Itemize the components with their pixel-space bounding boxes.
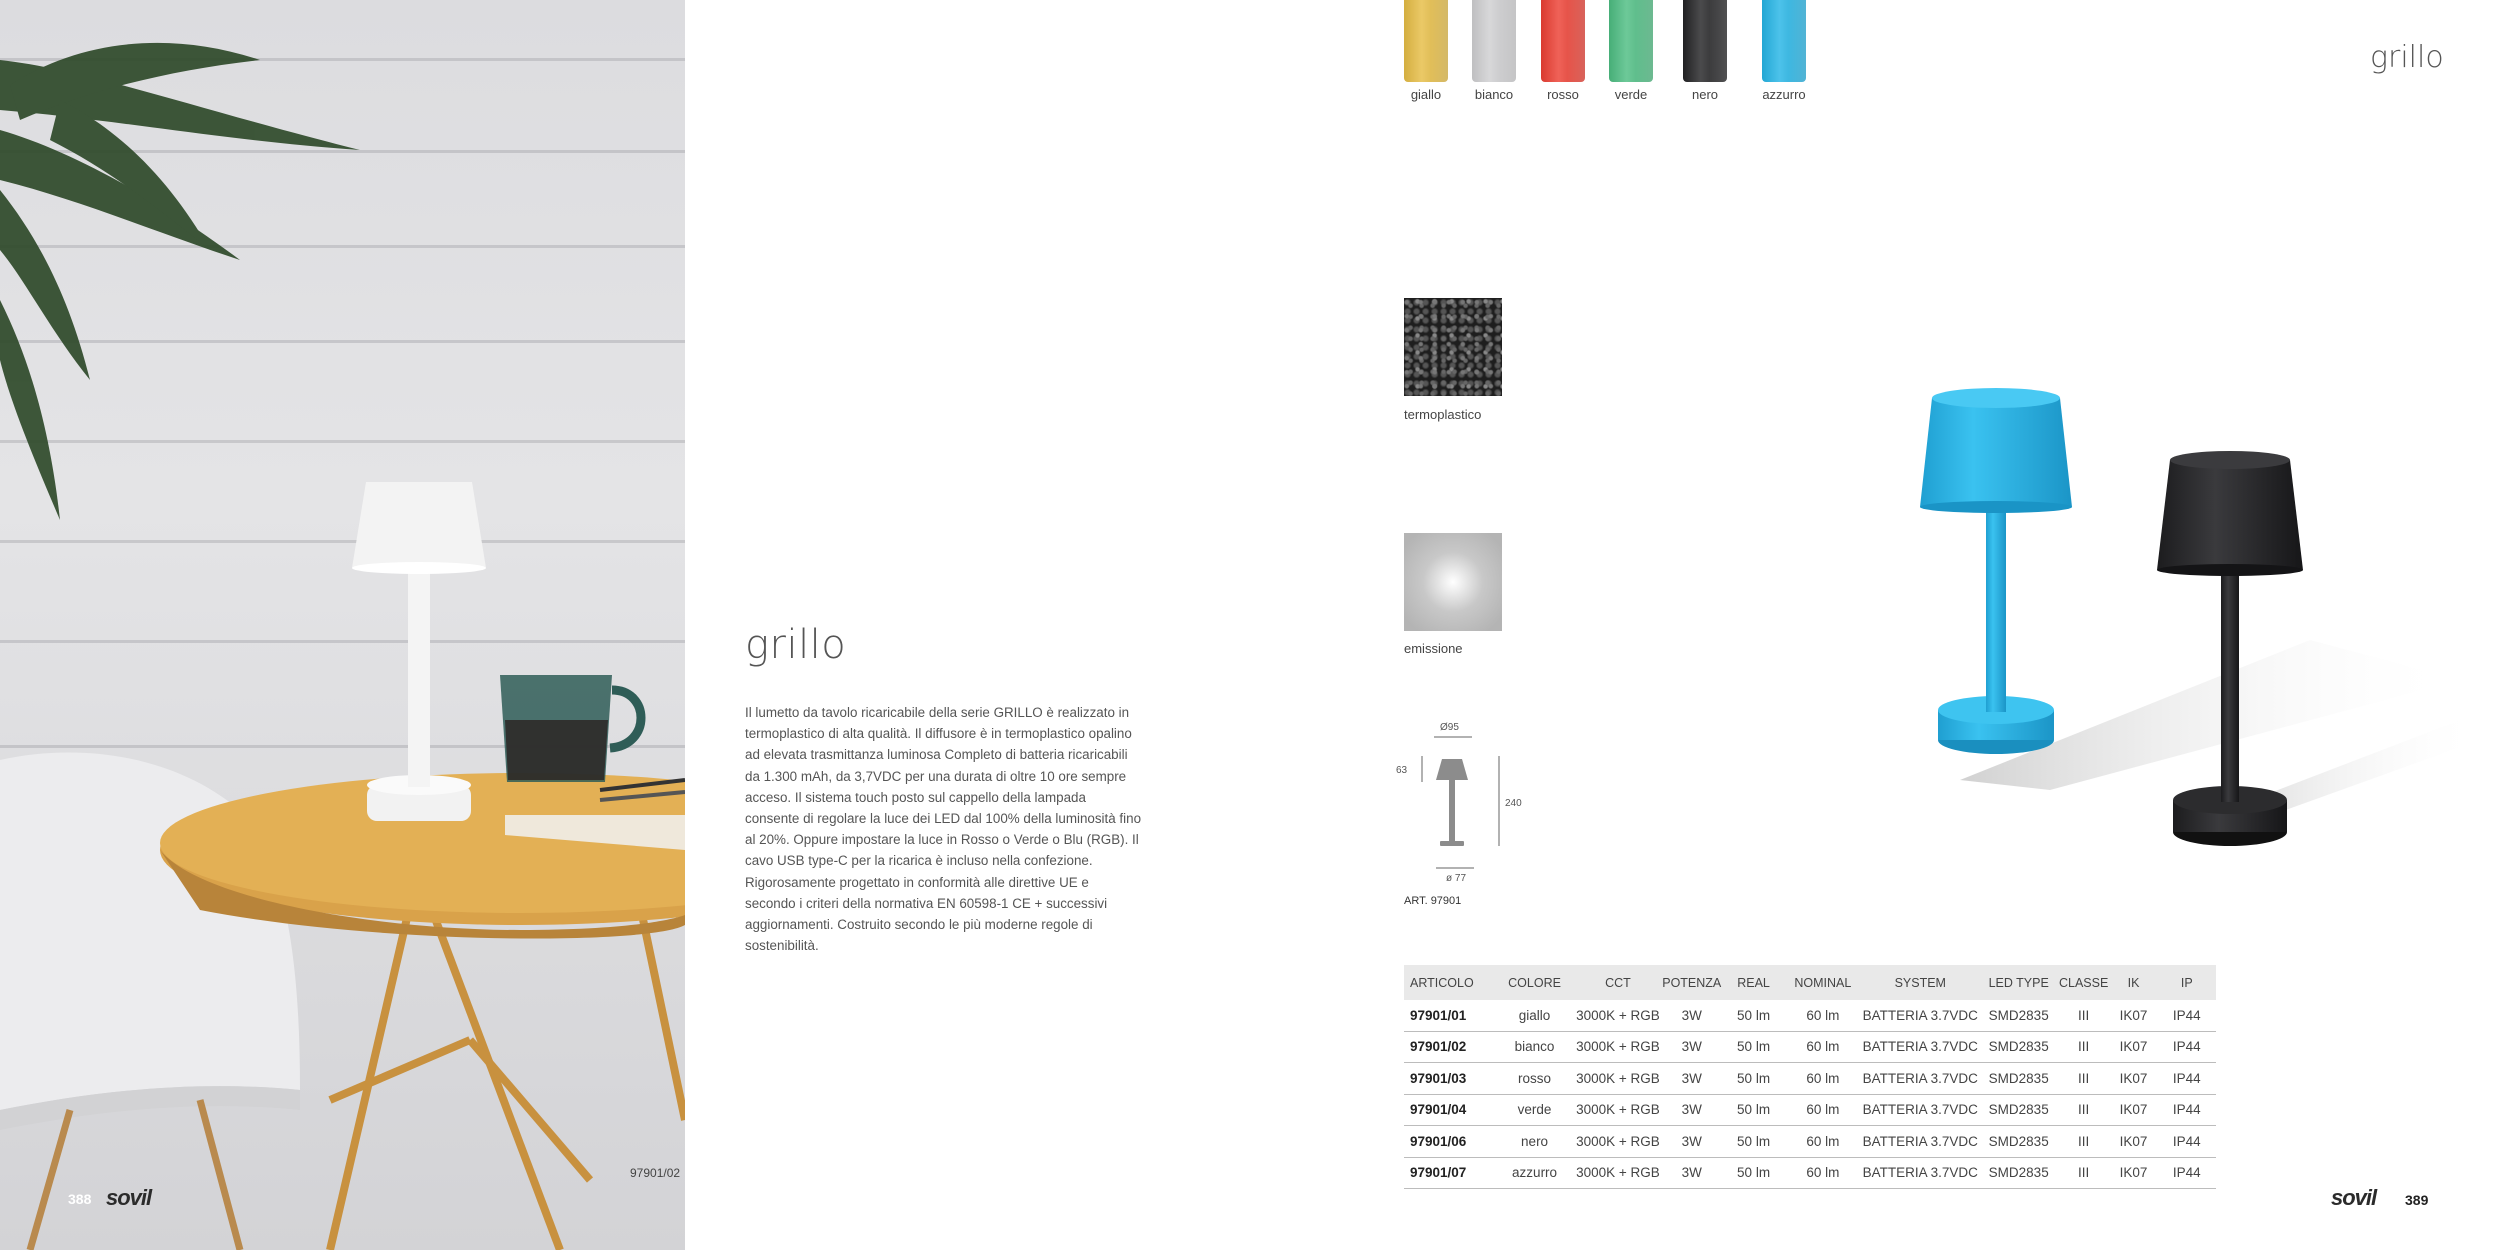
product-description: Il lumetto da tavolo ricaricabile della serie GRILLO è realizzato in termoplastico di alta qualità. Il diffusore è in termoplastico opalino ad elevata trasmittanza luminosa Completo di batteria ricaricabili da 1.300 mAh, da 3,7VDC per una durata di oltre 10 ore sempre acceso. Il sistema touch posto sul cappello della lampada consente di regolare la luce dei LED dal 100% della luminosità fino al 20%. Oppure impostare la luce in Rosso o Verde o Blu (RGB). Il cavo USB type-C per la ricarica è incluso nella confezione. Rigorosamente progettato in conformità alle direttive UE e secondo i criteri della normativa EN 60598-1 CE + successivi aggiornamenti. Costruito secondo le più moderne regole di sostenibilità. (745, 705, 1142, 954)
table-cell: BATTERIA 3.7VDC (1861, 1126, 1980, 1158)
table-cell: IK07 (2109, 1000, 2157, 1031)
table-cell: SMD2835 (1980, 1000, 2058, 1031)
table-cell: IP44 (2158, 1000, 2216, 1031)
table-header-cell: ARTICOLO (1404, 965, 1494, 1000)
table-cell: 60 lm (1785, 1063, 1861, 1095)
dimension-drawing (1396, 715, 1536, 915)
table-cell: III (2058, 1126, 2110, 1158)
table-cell: 97901/07 (1404, 1157, 1494, 1189)
table-header-cell: SYSTEM (1861, 965, 1980, 1000)
table-row (1404, 1000, 2216, 1031)
swatch-verde (1609, 0, 1653, 82)
table-cell: 50 lm (1722, 1126, 1784, 1158)
swatch-label: giallo (1410, 87, 1442, 102)
table-row (1404, 1063, 2216, 1095)
table-cell: rosso (1494, 1063, 1574, 1095)
table-cell: IK07 (2109, 1094, 2157, 1126)
table-cell: bianco (1494, 1031, 1574, 1063)
table-cell: 60 lm (1785, 1031, 1861, 1063)
table-header-cell: NOMINAL (1785, 965, 1861, 1000)
table-header-cell: REAL (1722, 965, 1784, 1000)
material-sample-image (1404, 298, 1502, 396)
page-title: grillo (2370, 40, 2444, 75)
table-cell: IP44 (2158, 1126, 2216, 1158)
table-cell: IK07 (2109, 1031, 2157, 1063)
table-cell: 50 lm (1722, 1063, 1784, 1095)
table-cell: 3W (1661, 1094, 1722, 1126)
swatch-label: bianco (1474, 87, 1514, 102)
table-cell: 60 lm (1785, 1000, 1861, 1031)
table-cell: 50 lm (1722, 1094, 1784, 1126)
color-swatches (1404, 0, 1824, 110)
table-cell: giallo (1494, 1000, 1574, 1031)
emission-image (1404, 533, 1502, 631)
table-cell: 3W (1661, 1157, 1722, 1189)
swatch-label: rosso (1547, 87, 1579, 102)
table-cell: IP44 (2158, 1094, 2216, 1126)
page-number-right: 389 (2405, 1192, 2429, 1208)
table-header-row (1404, 965, 2216, 1000)
swatch-bianco (1472, 0, 1516, 82)
table-cell: IK07 (2109, 1157, 2157, 1189)
table-cell: BATTERIA 3.7VDC (1861, 1094, 1980, 1126)
table-cell: 50 lm (1722, 1157, 1784, 1189)
table-row (1404, 1126, 2216, 1158)
lifestyle-photo (0, 0, 685, 1250)
table-cell: 60 lm (1785, 1157, 1861, 1189)
table-header-cell: CCT (1575, 965, 1661, 1000)
swatch-azzurro (1762, 0, 1806, 82)
brand-logo: sovil (2331, 1185, 2377, 1210)
table-cell: BATTERIA 3.7VDC (1861, 1031, 1980, 1063)
table-cell: 3000K + RGB (1575, 1094, 1661, 1126)
emission-label: emissione (1404, 641, 1463, 656)
table-cell: IP44 (2158, 1063, 2216, 1095)
table-cell: IP44 (2158, 1157, 2216, 1189)
table-cell: III (2058, 1157, 2110, 1189)
swatch-giallo (1404, 0, 1448, 82)
table-header-cell: IP (2158, 965, 2216, 1000)
table-cell: IK07 (2109, 1126, 2157, 1158)
table-cell: 3W (1661, 1063, 1722, 1095)
table-cell: III (2058, 1031, 2110, 1063)
table-cell: 3W (1661, 1031, 1722, 1063)
photo-scene (0, 0, 685, 1250)
brand-logo: sovil (106, 1185, 152, 1210)
article-label: ART. 97901 (1404, 895, 1462, 907)
table-cell: 60 lm (1785, 1094, 1861, 1126)
page-number-left: 388 (68, 1191, 92, 1207)
table-cell: BATTERIA 3.7VDC (1861, 1157, 1980, 1189)
table-row (1404, 1157, 2216, 1189)
dim-shade-height: 63 (1396, 765, 1408, 776)
table-cell: IP44 (2158, 1031, 2216, 1063)
product-photo (1900, 380, 2480, 860)
table-cell: azzurro (1494, 1157, 1574, 1189)
table-cell: verde (1494, 1094, 1574, 1126)
table-cell: 97901/06 (1404, 1126, 1494, 1158)
table-cell: BATTERIA 3.7VDC (1861, 1063, 1980, 1095)
swatch-label: verde (1614, 87, 1648, 102)
table-cell: 97901/03 (1404, 1063, 1494, 1095)
photo-caption: 97901/02 (630, 1166, 681, 1180)
table-cell: BATTERIA 3.7VDC (1861, 1000, 1980, 1031)
table-cell: 3W (1661, 1126, 1722, 1158)
table-header-cell: COLORE (1494, 965, 1574, 1000)
table-cell: 3000K + RGB (1575, 1157, 1661, 1189)
table-header-cell: LED TYPE (1980, 965, 2058, 1000)
table-cell: SMD2835 (1980, 1157, 2058, 1189)
table-cell: nero (1494, 1126, 1574, 1158)
dim-top-diameter: Ø95 (1440, 722, 1459, 733)
swatch-label: nero (1691, 87, 1719, 102)
table-cell: SMD2835 (1980, 1126, 2058, 1158)
table-cell: 50 lm (1722, 1031, 1784, 1063)
table-cell: 3000K + RGB (1575, 1063, 1661, 1095)
spec-table (1404, 965, 2216, 1189)
material-label: termoplastico (1404, 407, 1482, 422)
table-cell: SMD2835 (1980, 1063, 2058, 1095)
table-row (1404, 1094, 2216, 1126)
table-cell: 50 lm (1722, 1000, 1784, 1031)
table-header-cell: POTENZA (1661, 965, 1722, 1000)
table-header-cell: CLASSE (2058, 965, 2110, 1000)
table-cell: IK07 (2109, 1063, 2157, 1095)
table-cell: 3000K + RGB (1575, 1031, 1661, 1063)
table-row (1404, 1031, 2216, 1063)
swatch-nero (1683, 0, 1727, 82)
table-cell: SMD2835 (1980, 1031, 2058, 1063)
table-cell: 97901/04 (1404, 1094, 1494, 1126)
table-cell: 60 lm (1785, 1126, 1861, 1158)
swatch-label: azzurro (1762, 87, 1806, 102)
table-cell: III (2058, 1094, 2110, 1126)
table-cell: 97901/02 (1404, 1031, 1494, 1063)
swatch-rosso (1541, 0, 1585, 82)
product-title: grillo (745, 622, 847, 668)
table-cell: SMD2835 (1980, 1094, 2058, 1126)
table-cell: 97901/01 (1404, 1000, 1494, 1031)
table-header-cell: IK (2109, 965, 2157, 1000)
table-cell: 3W (1661, 1000, 1722, 1031)
table-cell: III (2058, 1000, 2110, 1031)
dim-total-height: 240 (1505, 798, 1522, 809)
table-cell: III (2058, 1063, 2110, 1095)
table-cell: 3000K + RGB (1575, 1126, 1661, 1158)
dim-base-diameter: ø 77 (1446, 873, 1467, 884)
table-cell: 3000K + RGB (1575, 1000, 1661, 1031)
